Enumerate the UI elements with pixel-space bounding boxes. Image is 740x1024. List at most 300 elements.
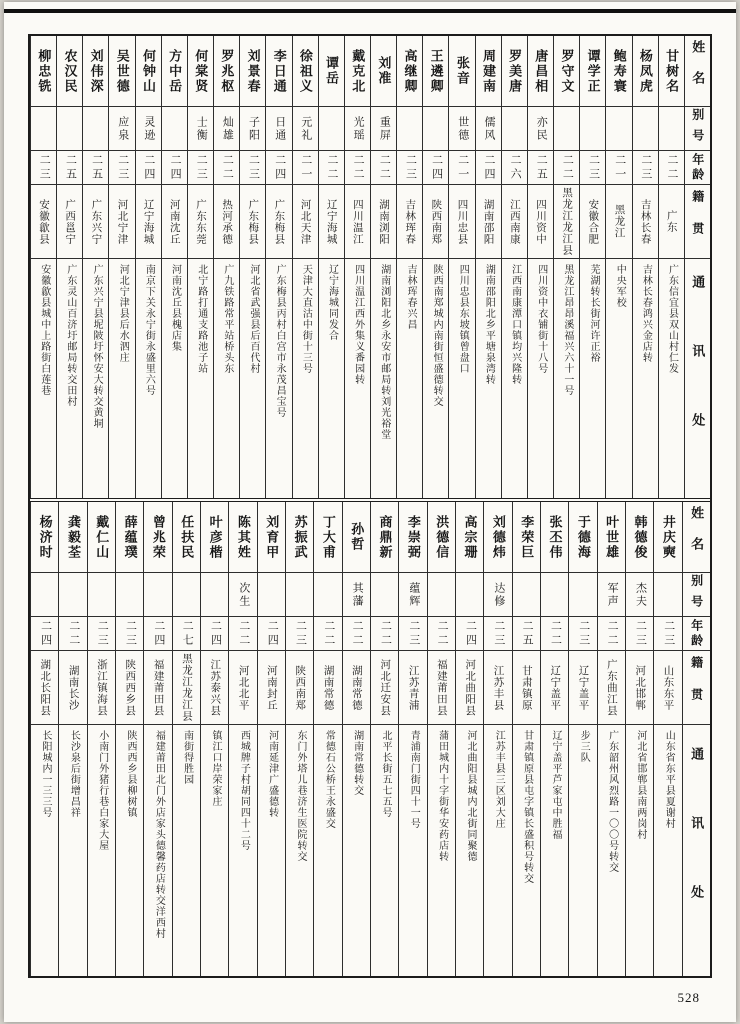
entry-alias-cell (286, 573, 313, 617)
entry-alias-cell (188, 107, 213, 151)
entry-address-cell (569, 725, 596, 976)
entry-alias: 达修 (492, 581, 505, 608)
entry-native-place: 广东东莞 (194, 198, 206, 245)
entry-alias: 灿雄 (221, 115, 234, 142)
entry-native-place: 湖南常德 (322, 664, 334, 711)
entry-name: 洪德信 (434, 514, 450, 560)
entry-name: 陈其姓 (235, 514, 251, 560)
entry-native-place-cell (343, 651, 370, 725)
entry-address: 安徽歙县城中上路街白莲巷 (38, 264, 50, 396)
entry-alias-cell (214, 107, 239, 151)
entry-age: 二四 (482, 153, 495, 182)
entry-name-cell (31, 502, 58, 573)
entry-name: 薛蕴璞 (122, 514, 138, 560)
entry-alias-cell (399, 573, 426, 617)
entry-age-cell (314, 617, 341, 651)
entry-address: 广东信宜县双山村仁发 (666, 264, 678, 374)
entry-name: 戴克北 (350, 48, 366, 94)
entry-name: 张丕伟 (547, 514, 563, 560)
entry-address: 辽宁海城同发合 (326, 264, 338, 341)
roster-section-bottom (30, 498, 710, 976)
entry-age-cell (188, 151, 213, 185)
entry-name-cell (428, 502, 455, 573)
page-background (4, 2, 736, 1022)
entry-alias: 子阳 (247, 115, 260, 142)
entry-column (653, 502, 681, 976)
header-cell-age (685, 151, 710, 185)
entry-native-place-cell (397, 185, 422, 259)
entry-age-cell (162, 151, 187, 185)
entry-alias-cell (173, 573, 200, 617)
entry-native-place-cell (423, 185, 448, 259)
entry-alias-cell (484, 573, 511, 617)
entry-age-cell (83, 151, 108, 185)
entry-age: 二四 (266, 619, 279, 648)
entry-native-place-cell (57, 185, 82, 259)
entry-name: 唐昌相 (533, 48, 549, 94)
entry-native-place-cell (633, 185, 658, 259)
entry-age-cell (240, 151, 265, 185)
entry-native-place: 广东曲江县 (605, 658, 617, 717)
entry-alias: 重屏 (378, 115, 391, 142)
entry-name-cell (598, 502, 625, 573)
entry-name-cell (286, 502, 313, 573)
entry-age-cell (201, 617, 228, 651)
entry-age: 二二 (237, 619, 250, 648)
entry-age: 二五 (521, 619, 534, 648)
entry-age-cell (580, 151, 605, 185)
entry-address: 北平长街五七五号 (379, 730, 391, 818)
entry-name: 王遴卿 (428, 48, 444, 94)
entry-address: 镇江口岸荣家庄 (210, 730, 221, 807)
entry-address-cell (59, 725, 86, 976)
entry-name: 吴世德 (114, 48, 130, 94)
entry-address: 河北曲阳县城内北街同聚德 (464, 730, 476, 862)
entry-age: 二二 (379, 619, 392, 648)
entry-name-cell (449, 36, 474, 107)
entry-native-place-cell (229, 651, 256, 725)
entry-address-cell (144, 725, 171, 976)
entry-age-cell (136, 151, 161, 185)
entry-name: 罗兆枢 (219, 48, 235, 94)
entry-native-place-cell (109, 185, 134, 259)
entry-column (143, 502, 171, 976)
entry-name: 韩德俊 (632, 514, 648, 560)
entry-native-place-cell (319, 185, 344, 259)
entry-column (455, 502, 483, 976)
entry-age: 二六 (509, 153, 522, 182)
entry-address: 南京下关永宁街永盛里六号 (143, 264, 155, 396)
entry-age: 二二 (666, 153, 679, 182)
entry-age-cell (456, 617, 483, 651)
entry-native-place-cell (162, 185, 187, 259)
entry-column (422, 36, 448, 498)
entry-age-cell (554, 151, 579, 185)
entry-native-place-cell (428, 651, 455, 725)
entry-name-cell (456, 502, 483, 573)
entry-address: 湖南常德转交 (351, 730, 363, 796)
entry-native-place: 辽宁盖平 (549, 664, 561, 711)
entry-address: 广东韶州风烈路一〇〇号转交 (606, 730, 618, 873)
entry-address: 四川温江西外集义番园转 (352, 264, 364, 385)
entry-age: 二四 (430, 153, 443, 182)
entry-name: 刘景春 (245, 48, 261, 94)
entry-address: 蒲田城内十字街华安药店转 (436, 730, 448, 862)
entry-alias: 儒风 (482, 115, 495, 142)
entry-native-place: 辽宁盖平 (577, 664, 589, 711)
entry-native-place-cell (654, 651, 681, 725)
entry-address-cell (371, 725, 398, 976)
header-cell-address (685, 259, 710, 498)
entry-native-place: 黑龙江龙江县 (561, 187, 573, 256)
header-cell-native-place (685, 185, 710, 259)
entry-name: 井庆奭 (660, 514, 676, 560)
entry-address-cell (399, 725, 426, 976)
entry-alias-cell (626, 573, 653, 617)
entry-address-cell (314, 725, 341, 976)
entry-column (30, 36, 56, 498)
entry-name: 刘准 (376, 56, 392, 86)
entry-alias-cell (319, 107, 344, 151)
entry-address: 广东梅县丙村白宫市永茂昌宝号 (274, 264, 286, 418)
entry-age: 二四 (152, 619, 165, 648)
entry-name-cell (633, 36, 658, 107)
entry-column (448, 36, 474, 498)
entry-age: 二三 (294, 619, 307, 648)
entry-age-cell (654, 617, 681, 651)
entry-name-cell (173, 502, 200, 573)
entry-alias-cell (31, 107, 56, 151)
entry-alias-cell (449, 107, 474, 151)
entry-age-cell (423, 151, 448, 185)
entry-native-place: 湖北长阳县 (39, 658, 51, 717)
entry-alias-cell (116, 573, 143, 617)
entry-column (285, 502, 313, 976)
entry-native-place-cell (144, 651, 171, 725)
entry-alias-cell (371, 573, 398, 617)
entry-age: 二三 (38, 153, 51, 182)
entry-address-cell (633, 259, 658, 498)
entry-address-cell (598, 725, 625, 976)
entry-name: 罗美唐 (507, 48, 523, 94)
entry-age-cell (513, 617, 540, 651)
entry-name-cell (266, 36, 291, 107)
entry-age: 二二 (352, 153, 365, 182)
entry-name-cell (513, 502, 540, 573)
entry-native-place: 辽宁海城 (325, 198, 337, 245)
entry-native-place-cell (598, 651, 625, 725)
header-label-age: 年龄 (690, 152, 705, 183)
entry-age-cell (343, 617, 370, 651)
entry-name: 叶彦楷 (207, 514, 223, 560)
entry-native-place-cell (554, 185, 579, 259)
header-cell-alias (685, 107, 710, 151)
entry-native-place: 吉林长春 (639, 198, 651, 245)
entry-age-cell (626, 617, 653, 651)
entry-native-place: 热河承德 (221, 198, 233, 245)
header-label-address: 通讯处 (689, 747, 705, 954)
entry-address-cell (626, 725, 653, 976)
entry-name: 任扶民 (179, 514, 195, 560)
entry-age-cell (428, 617, 455, 651)
entry-name: 高继卿 (402, 48, 418, 94)
entry-alias-cell (476, 107, 501, 151)
entry-address-cell (258, 725, 285, 976)
entry-name-cell (31, 36, 56, 107)
entry-column (527, 36, 553, 498)
entry-column (115, 502, 143, 976)
entry-column (579, 36, 605, 498)
entry-native-place: 湖南长沙 (67, 664, 79, 711)
entry-age-cell (659, 151, 684, 185)
entry-name-cell (371, 36, 396, 107)
entry-name: 何棠贤 (193, 48, 209, 94)
entry-column (568, 502, 596, 976)
roster-table (28, 34, 712, 978)
entry-native-place: 安徽歙县 (38, 198, 50, 245)
entry-address-cell (286, 725, 313, 976)
entry-native-place: 河北宁津 (116, 198, 128, 245)
entry-alias-cell (371, 107, 396, 151)
entry-address: 中央军校 (614, 264, 626, 308)
entry-native-place: 四川资中 (534, 198, 546, 245)
entry-name-cell (580, 36, 605, 107)
entry-name-cell (162, 36, 187, 107)
entry-native-place: 陕西西乡县 (124, 658, 136, 717)
entry-alias-cell (654, 573, 681, 617)
entry-address-cell (31, 259, 56, 498)
entry-age-cell (541, 617, 568, 651)
entry-address-cell (428, 725, 455, 976)
entry-name-cell (345, 36, 370, 107)
entry-address: 河南沈丘县槐店集 (169, 264, 181, 352)
entry-address: 黑龙江昂昂溪福兴六十一号 (561, 264, 573, 396)
entry-alias-cell (345, 107, 370, 151)
entry-age: 二三 (116, 153, 129, 182)
entry-alias-cell (569, 573, 596, 617)
entry-native-place: 山东东平 (662, 664, 674, 711)
entry-age-cell (57, 151, 82, 185)
entry-address: 四川资中衣铺街十八号 (535, 264, 547, 374)
entry-name-cell (201, 502, 228, 573)
entry-column (344, 36, 370, 498)
header-label-name: 姓名 (690, 40, 706, 102)
entry-age: 二四 (39, 619, 52, 648)
entry-age: 二三 (639, 153, 652, 182)
entry-native-place: 福建莆田县 (152, 658, 164, 717)
entry-native-place: 黑龙江 (613, 204, 625, 239)
entry-address-cell (502, 259, 527, 498)
entry-native-place: 广东梅县 (247, 198, 259, 245)
entry-name-cell (502, 36, 527, 107)
entry-address: 长阳城内一三三号 (40, 730, 52, 818)
entry-native-place: 河北曲阳县 (464, 658, 476, 717)
entry-name-cell (293, 36, 318, 107)
entry-column (292, 36, 318, 498)
entry-age: 二七 (181, 619, 194, 648)
entry-column (82, 36, 108, 498)
entry-age: 二二 (378, 153, 391, 182)
entry-column (427, 502, 455, 976)
entry-native-place-cell (569, 651, 596, 725)
entry-column (313, 502, 341, 976)
header-label-alias: 别号 (690, 107, 705, 150)
entry-name: 刘伟深 (88, 48, 104, 94)
entry-native-place: 河南封丘 (265, 664, 277, 711)
entry-age-cell (449, 151, 474, 185)
entry-native-place: 陕西南郑 (430, 198, 442, 245)
entry-native-place: 河北迁安县 (379, 658, 391, 717)
entry-native-place: 江苏丰县 (492, 664, 504, 711)
header-cell-name (683, 502, 710, 573)
entry-name: 罗守文 (559, 48, 575, 94)
entry-native-place: 湖南浏阳 (378, 198, 390, 245)
entry-address-cell (109, 259, 134, 498)
entry-name: 叶世雄 (604, 514, 620, 560)
entry-address: 广东兴宁县坭陂圩怀安大转交黄垌 (91, 264, 103, 429)
entry-age: 二一 (456, 153, 469, 182)
entry-age: 二三 (96, 619, 109, 648)
entry-column (553, 36, 579, 498)
entry-column (398, 502, 426, 976)
header-cell-address (683, 725, 710, 976)
entry-age: 二二 (351, 619, 364, 648)
entry-age-cell (502, 151, 527, 185)
entry-column (56, 36, 82, 498)
entry-native-place-cell (136, 185, 161, 259)
entry-name: 刘德炜 (490, 514, 506, 560)
entry-address: 湖南邵阳北乡平塘泉湾转 (483, 264, 495, 385)
entry-address-cell (476, 259, 501, 498)
entry-name-cell (319, 36, 344, 107)
entry-alias-cell (456, 573, 483, 617)
header-label-native-place: 籍贯 (690, 189, 705, 254)
entry-age-cell (286, 617, 313, 651)
entry-age-cell (633, 151, 658, 185)
entry-address: 常德石公桥王永盛交 (323, 730, 335, 829)
entry-age-cell (484, 617, 511, 651)
entry-address: 东门外塔儿巷济生医院转交 (294, 730, 306, 862)
entry-age: 二一 (299, 153, 312, 182)
entry-alias-cell (528, 107, 553, 151)
entry-name-cell (399, 502, 426, 573)
header-label-address: 通讯处 (690, 275, 706, 482)
entry-name: 杨济时 (37, 514, 53, 560)
roster-section-top (30, 36, 710, 498)
header-cell-name (685, 36, 710, 107)
entry-name: 龚毅荃 (65, 514, 81, 560)
entry-age-cell (606, 151, 631, 185)
entry-age-cell (258, 617, 285, 651)
entry-alias-cell (606, 107, 631, 151)
entry-native-place-cell (258, 651, 285, 725)
entry-age: 二二 (326, 153, 338, 182)
entry-age-cell (214, 151, 239, 185)
entry-address-cell (88, 725, 115, 976)
entry-address: 长沙泉后街增昌祥 (68, 730, 80, 818)
entry-name: 戴仁山 (94, 514, 110, 560)
header-label-age: 年龄 (689, 618, 704, 649)
entry-age: 二三 (587, 153, 600, 182)
entry-age-cell (229, 617, 256, 651)
entry-age-cell (476, 151, 501, 185)
entry-age-cell (59, 617, 86, 651)
entry-address-cell (162, 259, 187, 498)
entry-alias: 光瑶 (352, 115, 365, 142)
entry-address-cell (343, 725, 370, 976)
entry-age: 二二 (322, 619, 335, 648)
entry-alias-cell (428, 573, 455, 617)
entry-address-cell (173, 725, 200, 976)
entry-name: 李崇弼 (405, 514, 421, 560)
entry-address-cell (541, 725, 568, 976)
entry-alias-cell (343, 573, 370, 617)
entry-alias-cell (229, 573, 256, 617)
entry-address: 江苏丰县三区刘大庄 (493, 730, 505, 829)
entry-column (370, 36, 396, 498)
entry-age: 二二 (606, 619, 619, 648)
entry-address-cell (606, 259, 631, 498)
entry-native-place-cell (371, 185, 396, 259)
entry-native-place-cell (484, 651, 511, 725)
entry-native-place: 河北天津 (299, 198, 311, 245)
entry-column (597, 502, 625, 976)
entry-address: 河南延津广盛德转 (266, 730, 278, 818)
header-label-native-place: 籍贯 (689, 655, 704, 720)
entry-address-cell (654, 725, 681, 976)
entry-native-place-cell (116, 651, 143, 725)
entry-native-place: 黑龙江龙江县 (180, 653, 192, 722)
entry-native-place: 浙江镇海县 (95, 658, 107, 717)
entry-alias: 灵逊 (142, 115, 155, 142)
entry-address-cell (293, 259, 318, 498)
entry-address: 辽宁盖平芦家屯中胜福 (549, 730, 561, 840)
entry-alias: 士衡 (195, 115, 208, 142)
entry-name-cell (136, 36, 161, 107)
entry-alias-cell (258, 573, 285, 617)
entry-address: 天津大直沽中街十三号 (300, 264, 312, 374)
entry-alias: 次生 (237, 581, 250, 608)
entry-column (540, 502, 568, 976)
entry-name: 于德海 (575, 514, 591, 560)
entry-name-cell (476, 36, 501, 107)
entry-name-cell (240, 36, 265, 107)
entry-age-cell (144, 617, 171, 651)
entry-alias-cell (240, 107, 265, 151)
entry-address: 河北宁津县后水泗庄 (117, 264, 129, 363)
entry-native-place: 广西邕宁 (64, 198, 76, 245)
entry-name: 张音 (454, 56, 470, 86)
entry-address-cell (580, 259, 605, 498)
entry-native-place-cell (476, 185, 501, 259)
entry-alias-cell (162, 107, 187, 151)
entry-native-place-cell (173, 651, 200, 725)
entry-column (213, 36, 239, 498)
entry-name-cell (654, 502, 681, 573)
entry-native-place: 湖南常德 (350, 664, 362, 711)
entry-alias-cell (502, 107, 527, 151)
entry-age-cell (31, 151, 56, 185)
entry-name-cell (83, 36, 108, 107)
entry-address-cell (201, 725, 228, 976)
entry-alias-cell (554, 107, 579, 151)
entry-age: 二三 (404, 153, 417, 182)
entry-name: 徐祖义 (297, 48, 313, 94)
header-column-bottom (682, 502, 710, 976)
entry-native-place-cell (345, 185, 370, 259)
entry-address-cell (319, 259, 344, 498)
header-label-name: 姓名 (689, 506, 705, 568)
